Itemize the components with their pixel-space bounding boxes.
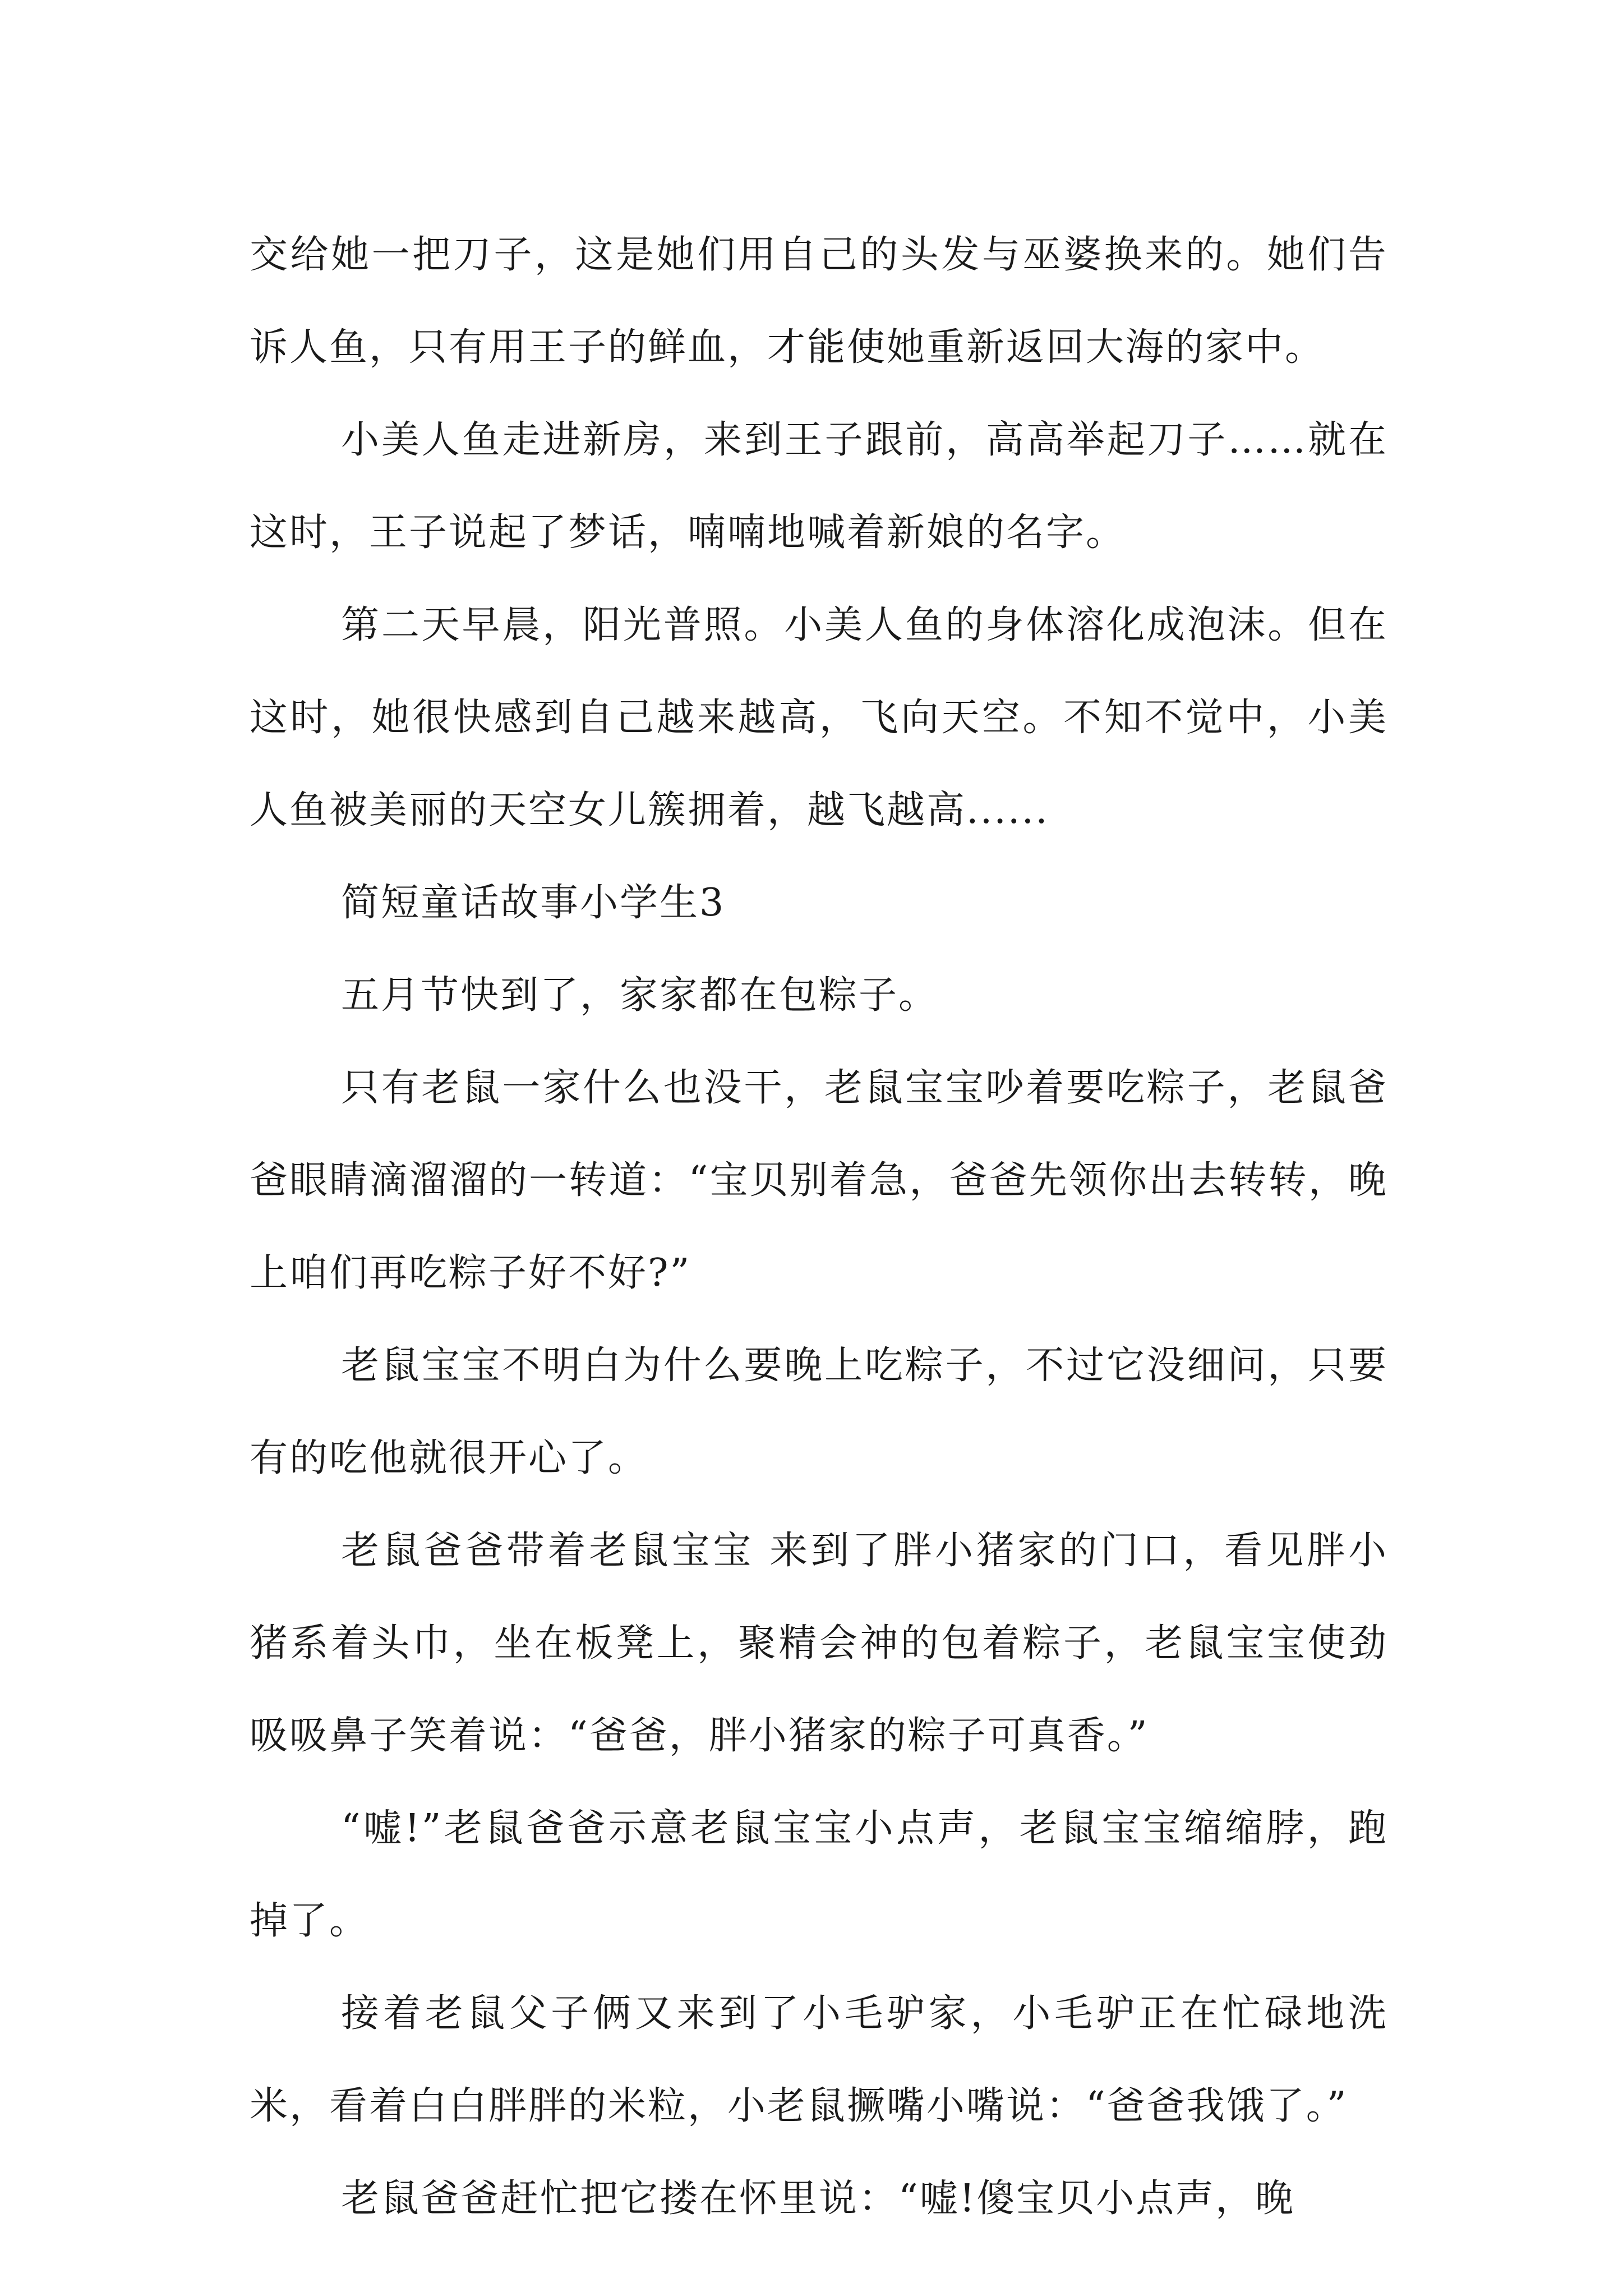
document-body (250, 209, 1388, 2245)
paragraph: 小美人鱼走进新房，来到王子跟前，高高举起刀子……就在这时，王子说起了梦话，喃喃地喊着新娘的名字。 (250, 418, 1388, 555)
paragraph: 五月节快到了，家家都在包粽子。 (341, 973, 939, 1018)
paragraph: 交给她一把刀子，这是她们用自己的头发与巫婆换来的。她们告诉人鱼，只有用王子的鲜血，才能使她重新返回大海的家中。 (250, 233, 1388, 370)
paragraph: 接着老鼠父子俩又来到了小毛驴家，小毛驴正在忙碌地洗米，看着白白胖胖的米粒，小老鼠撅嘴小嘴说：“爸爸我饿了。” (250, 1991, 1388, 2128)
paragraph: 第二天早晨，阳光普照。小美人鱼的身体溶化成泡沫。但在这时，她很快感到自己越来越高，飞向天空。不知不觉中，小美人鱼被美丽的天空女儿簇拥着，越飞越高...... (250, 603, 1388, 832)
paragraph: 老鼠爸爸带着老鼠宝宝 来到了胖小猪家的门口，看见胖小猪系着头巾，坐在板凳上，聚精会神的包着粽子，老鼠宝宝使劲吸吸鼻子笑着说：“爸爸，胖小猪家的粽子可真香。” (250, 1529, 1388, 1758)
paragraph: “嘘!”老鼠爸爸示意老鼠宝宝小点声，老鼠宝宝缩缩脖，跑掉了。 (250, 1806, 1388, 1943)
paragraph: 只有老鼠一家什么也没干，老鼠宝宝吵着要吃粽子，老鼠爸爸眼睛滴溜溜的一转道：“宝贝别着急，爸爸先领你出去转转，晚上咱们再吃粽子好不好?” (250, 1066, 1388, 1295)
section-heading: 简短童话故事小学生3 (341, 881, 726, 925)
paragraph: 老鼠爸爸赶忙把它搂在怀里说：“嘘!傻宝贝小点声，晚 (341, 2177, 1295, 2221)
paragraph: 老鼠宝宝不明白为什么要晚上吃粽子，不过它没细问，只要有的吃他就很开心了。 (250, 1343, 1388, 1480)
